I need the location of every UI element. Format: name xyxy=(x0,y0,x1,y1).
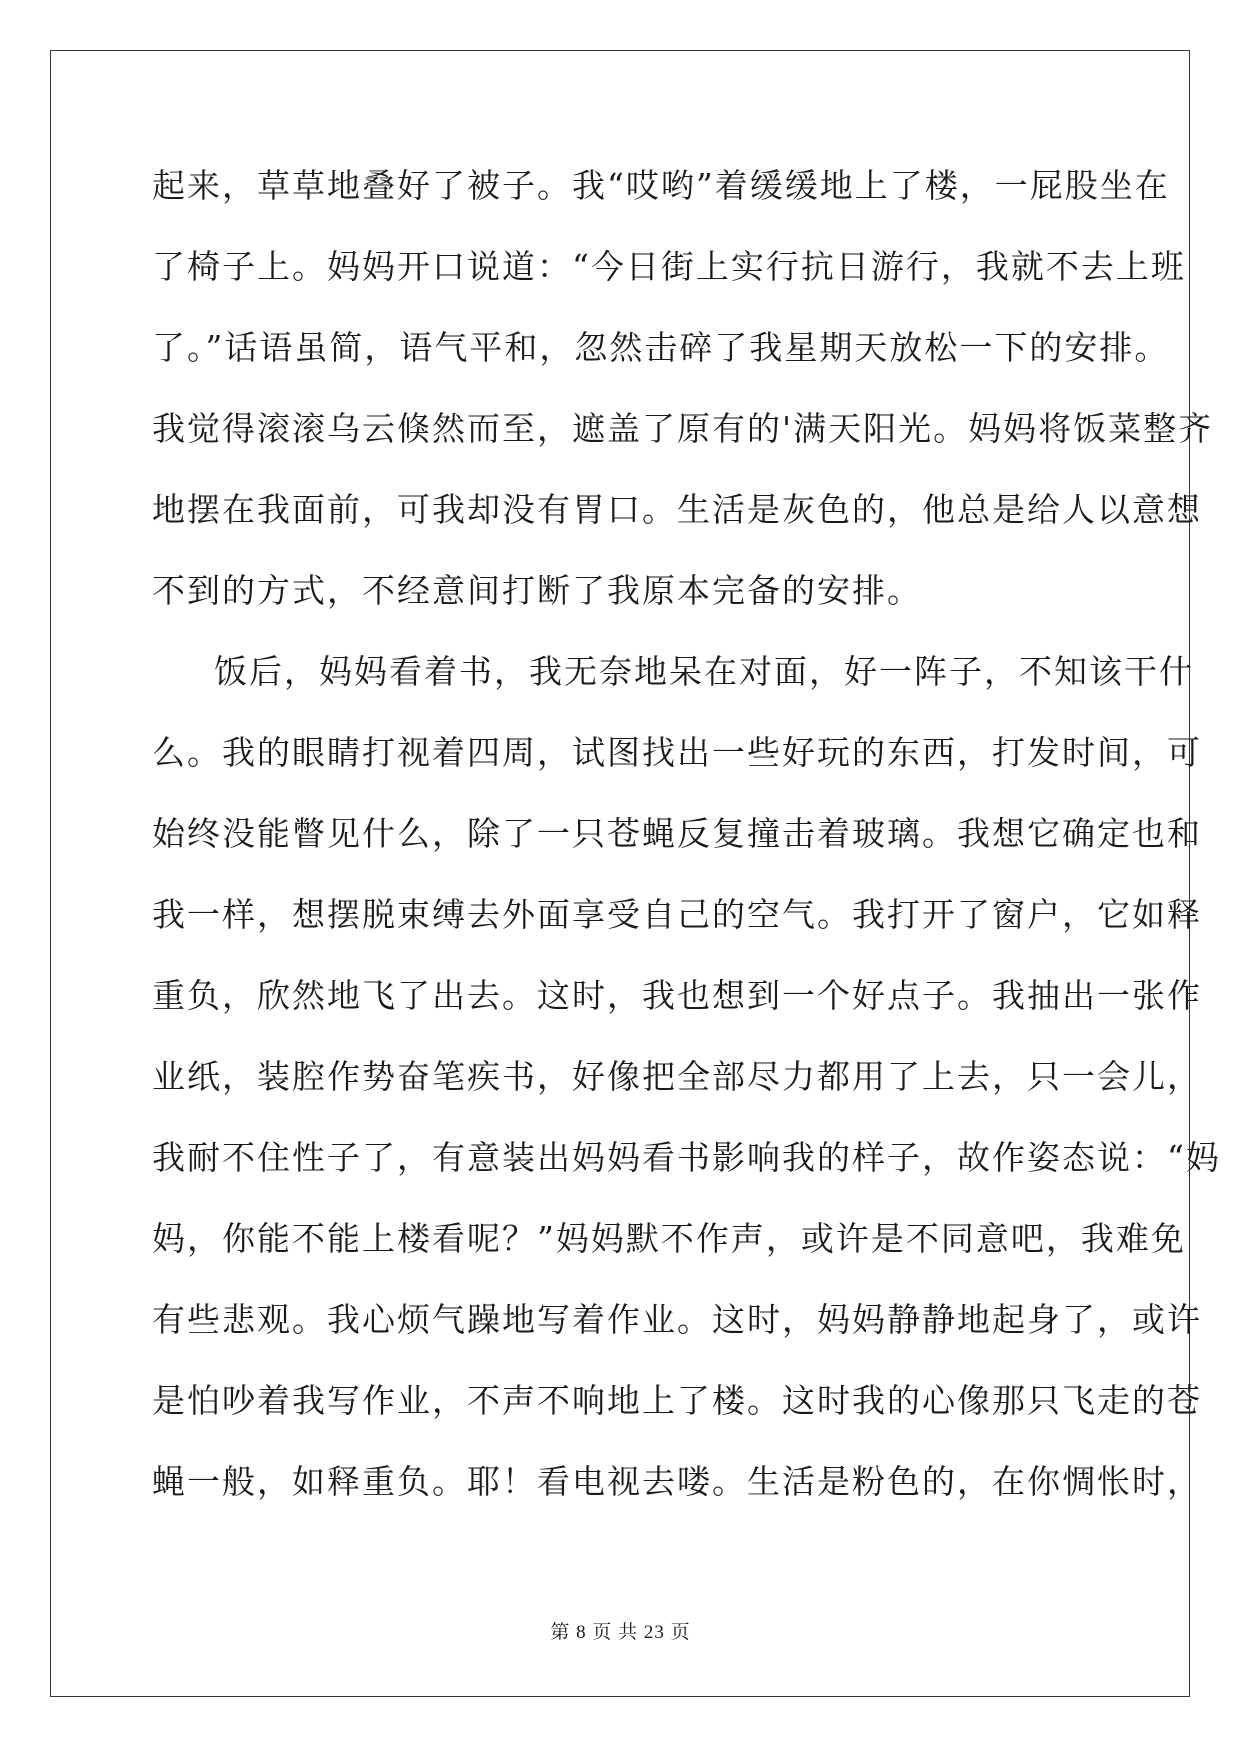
text-line: 了椅子上。妈妈开口说道：“今日街上实行抗日游行，我就不去上班 xyxy=(152,247,1186,286)
text-line-indented: 饭后，妈妈看着书，我无奈地呆在对面，好一阵子，不知该干什 xyxy=(214,652,1194,691)
page-number-footer: 第 8 页 共 23 页 xyxy=(550,1622,691,1643)
text-line: 妈，你能不能上楼看呢？”妈妈默不作声，或许是不同意吧，我难免 xyxy=(152,1219,1186,1258)
text-line: 蝇一般，如释重负。耶！看电视去喽。生活是粉色的，在你惆怅时， xyxy=(152,1462,1202,1501)
text-line: 始终没能瞥见什么，除了一只苍蝇反复撞击着玻璃。我想它确定也和 xyxy=(152,814,1202,853)
text-line: 业纸，装腔作势奋笔疾书，好像把全部尽力都用了上去，只一会儿， xyxy=(152,1057,1202,1096)
text-line: 是怕吵着我写作业，不声不响地上了楼。这时我的心像那只飞走的苍 xyxy=(152,1381,1202,1420)
text-line: 了。”话语虽简，语气平和，忽然击碎了我星期天放松一下的安排。 xyxy=(152,328,1170,367)
text-line: 地摆在我面前，可我却没有胃口。生活是灰色的，他总是给人以意想 xyxy=(152,490,1202,529)
text-line: 我耐不住性子了，有意装出妈妈看书影响我的样子，故作姿态说：“妈 xyxy=(152,1138,1221,1177)
text-line: 有些悲观。我心烦气躁地写着作业。这时，妈妈静静地起身了，或许 xyxy=(152,1300,1202,1339)
text-line: 我一样，想摆脱束缚去外面享受自己的空气。我打开了窗户，它如释 xyxy=(152,895,1202,934)
text-line: 么。我的眼睛打视着四周，试图找出一些好玩的东西，打发时间，可 xyxy=(152,733,1202,772)
text-line: 重负，欣然地飞了出去。这时，我也想到一个好点子。我抽出一张作 xyxy=(152,976,1202,1015)
text-line: 不到的方式，不经意间打断了我原本完备的安排。 xyxy=(152,571,922,610)
body-text xyxy=(152,158,1221,1535)
text-line: 我觉得滚滚乌云倏然而至，遮盖了原有的'满天阳光。妈妈将饭菜整齐 xyxy=(152,409,1214,448)
text-line: 起来，草草地叠好了被子。我“哎哟”着缓缓地上了楼，一屁股坐在 xyxy=(152,166,1170,205)
